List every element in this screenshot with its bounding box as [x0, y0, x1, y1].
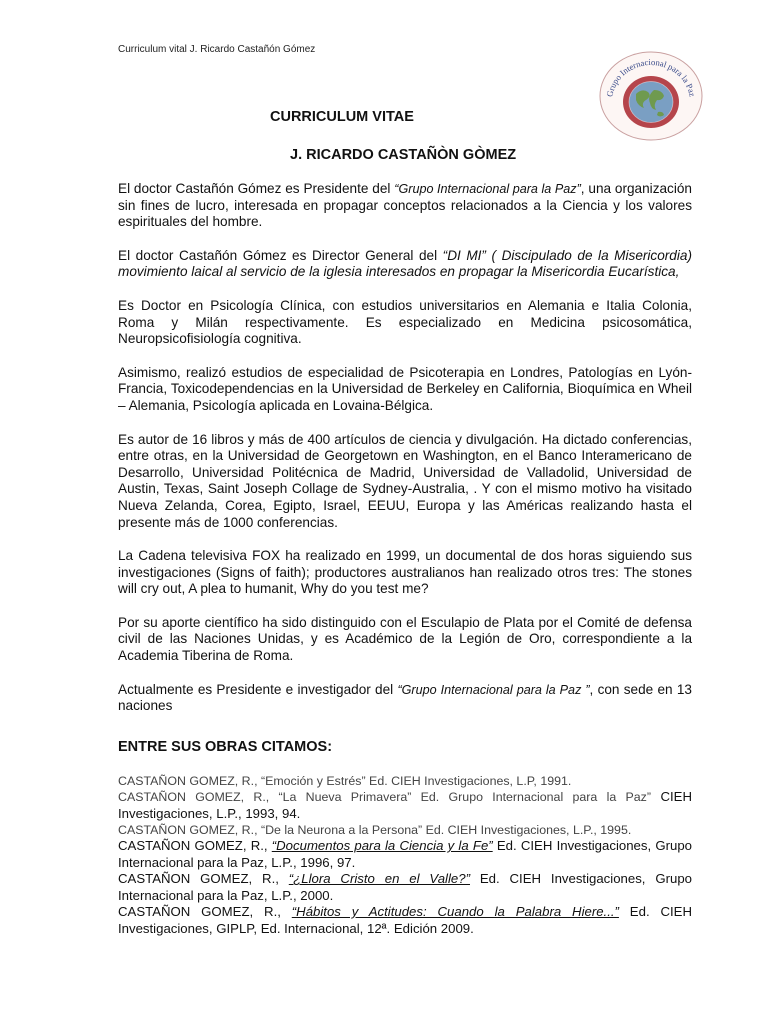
works-heading: ENTRE SUS OBRAS CITAMOS:: [118, 738, 333, 755]
works-list: [118, 773, 692, 937]
work-entry: CASTAÑON GOMEZ, R., “De la Neurona a la Persona” Ed. CIEH Investigaciones, L.P., 1995.: [118, 823, 632, 838]
text: Ed. CIEH Investigaciones, GIPLP, Ed. Internacional, 12ª. Edición 2009.: [118, 904, 692, 936]
work-entry: [118, 789, 692, 822]
org-name: “Grupo Internacional para la Paz ”: [397, 682, 590, 697]
org-name: “Grupo Internacional para la Paz”: [394, 182, 581, 196]
text: Ed. CIEH Investigaciones, Grupo Internacional para la Paz, L.P., 2000.: [118, 871, 692, 903]
text: CASTAÑON GOMEZ, R.,: [118, 871, 289, 887]
text: CASTAÑON GOMEZ, R.,: [118, 904, 292, 920]
text: CASTAÑON GOMEZ, R., “La Nueva Primavera” Ed. Grupo Internacional para la Paz”: [118, 790, 651, 805]
paragraph-director: [118, 248, 692, 281]
work-entry: [118, 838, 692, 871]
work-entry: CASTAÑON GOMEZ, R., “Emoción y Estrés” Ed. CIEH Investigaciones, L.P, 1991.: [118, 773, 572, 788]
person-name: J. RICARDO CASTAÑÒN GÒMEZ: [290, 147, 517, 163]
paragraph-awards: Por su aporte científico ha sido distinguido con el Esculapio de Plata por el Comité de defensa civil de las Naciones Unidas, y es Académico de la Legión de Oro, correspondiente a la Academia Tiberina de Roma.: [118, 614, 692, 664]
paragraph-fox-documentary: La Cadena televisiva FOX ha realizado en 1999, un documental de dos horas siguiendo sus investigaciones (Signs of faith); productores australianos han realizado otros tres: The stones will cry out, A plea to humanit, Why do you test me?: [118, 548, 692, 597]
logo-text: Grupo Internacional para la Paz: [604, 56, 698, 98]
paragraph-specialties: Asimismo, realizó estudios de especialidad de Psicoterapia en Londres, Patologías en Lyón-Francia, Toxicodependencias en la Universidad de Berkeley en California, Bioquímica en Wheil – Alemania, Psicología aplicada en Lovaina-Bélgica.: [118, 364, 692, 413]
work-entry: [118, 904, 692, 937]
running-header: Curriculum vital J. Ricardo Castañón Gómez: [118, 44, 316, 55]
text: El doctor Castañón Gómez es Presidente del: [118, 181, 395, 196]
text: CIEH Investigaciones, L.P., 1993, 94.: [118, 789, 692, 821]
movement-name: “DI MI” ( Discipulado de la Misericordia) movimiento laical al servicio de la iglesia interesados en propagar la Misericordia Eucarística,: [118, 247, 692, 280]
document-title: CURRICULUM VITAE: [270, 109, 414, 125]
paragraph-doctorate: Es Doctor en Psicología Clínica, con estudios universitarios en Alemania e Italia Colonia, Roma y Milán respectivamente. Es especializado en Medicina psicosomática, Neuropsicofisiología cognitiva.: [118, 297, 692, 347]
text: El doctor Castañón Gómez es Director General del: [118, 247, 443, 263]
text: , una organización sin fines de lucro, interesada en propagar conceptos relacionados a la Ciencia y los valores espirituales del hombre.: [118, 181, 692, 230]
grupo-paz-logo: [598, 50, 704, 142]
work-title: “¿Llora Cristo en el Valle?”: [288, 871, 470, 887]
work-title: “Documentos para la Ciencia y la Fe”: [271, 838, 493, 854]
cv-body: [118, 181, 692, 937]
text: CASTAÑON GOMEZ, R.,: [118, 838, 272, 854]
text: Actualmente es Presidente e investigador del: [118, 681, 398, 697]
text: , con sede en 13 naciones: [118, 681, 692, 714]
work-title: “Hábitos y Actitudes: Cuando la Palabra Hiere...”: [291, 904, 619, 920]
globe-seal-icon: [598, 50, 704, 142]
paragraph-current-role: [118, 682, 692, 715]
text: Ed. CIEH Investigaciones, Grupo Internacional para la Paz, L.P., 1996, 97.: [118, 838, 692, 870]
work-entry: [118, 871, 692, 904]
paragraph-presidency: [118, 181, 692, 231]
paragraph-author: Es autor de 16 libros y más de 400 artículos de ciencia y divulgación. Ha dictado conferencias, entre otras, en la Universidad de Georgetown en Washington, en el Banco Interamericano de Desarrollo, Universidad Politécnica de Madrid, Universidad de Valladolid, Universidad de Austin, Texas, Saint Joseph Collage de Sydney-Australia, . Y con el mismo motivo ha visitado Nueva Zelanda, Corea, Egipto, Israel, EEUU, Europa y las Américas realizando hasta el presente más de 1000 conferencias.: [118, 431, 692, 530]
